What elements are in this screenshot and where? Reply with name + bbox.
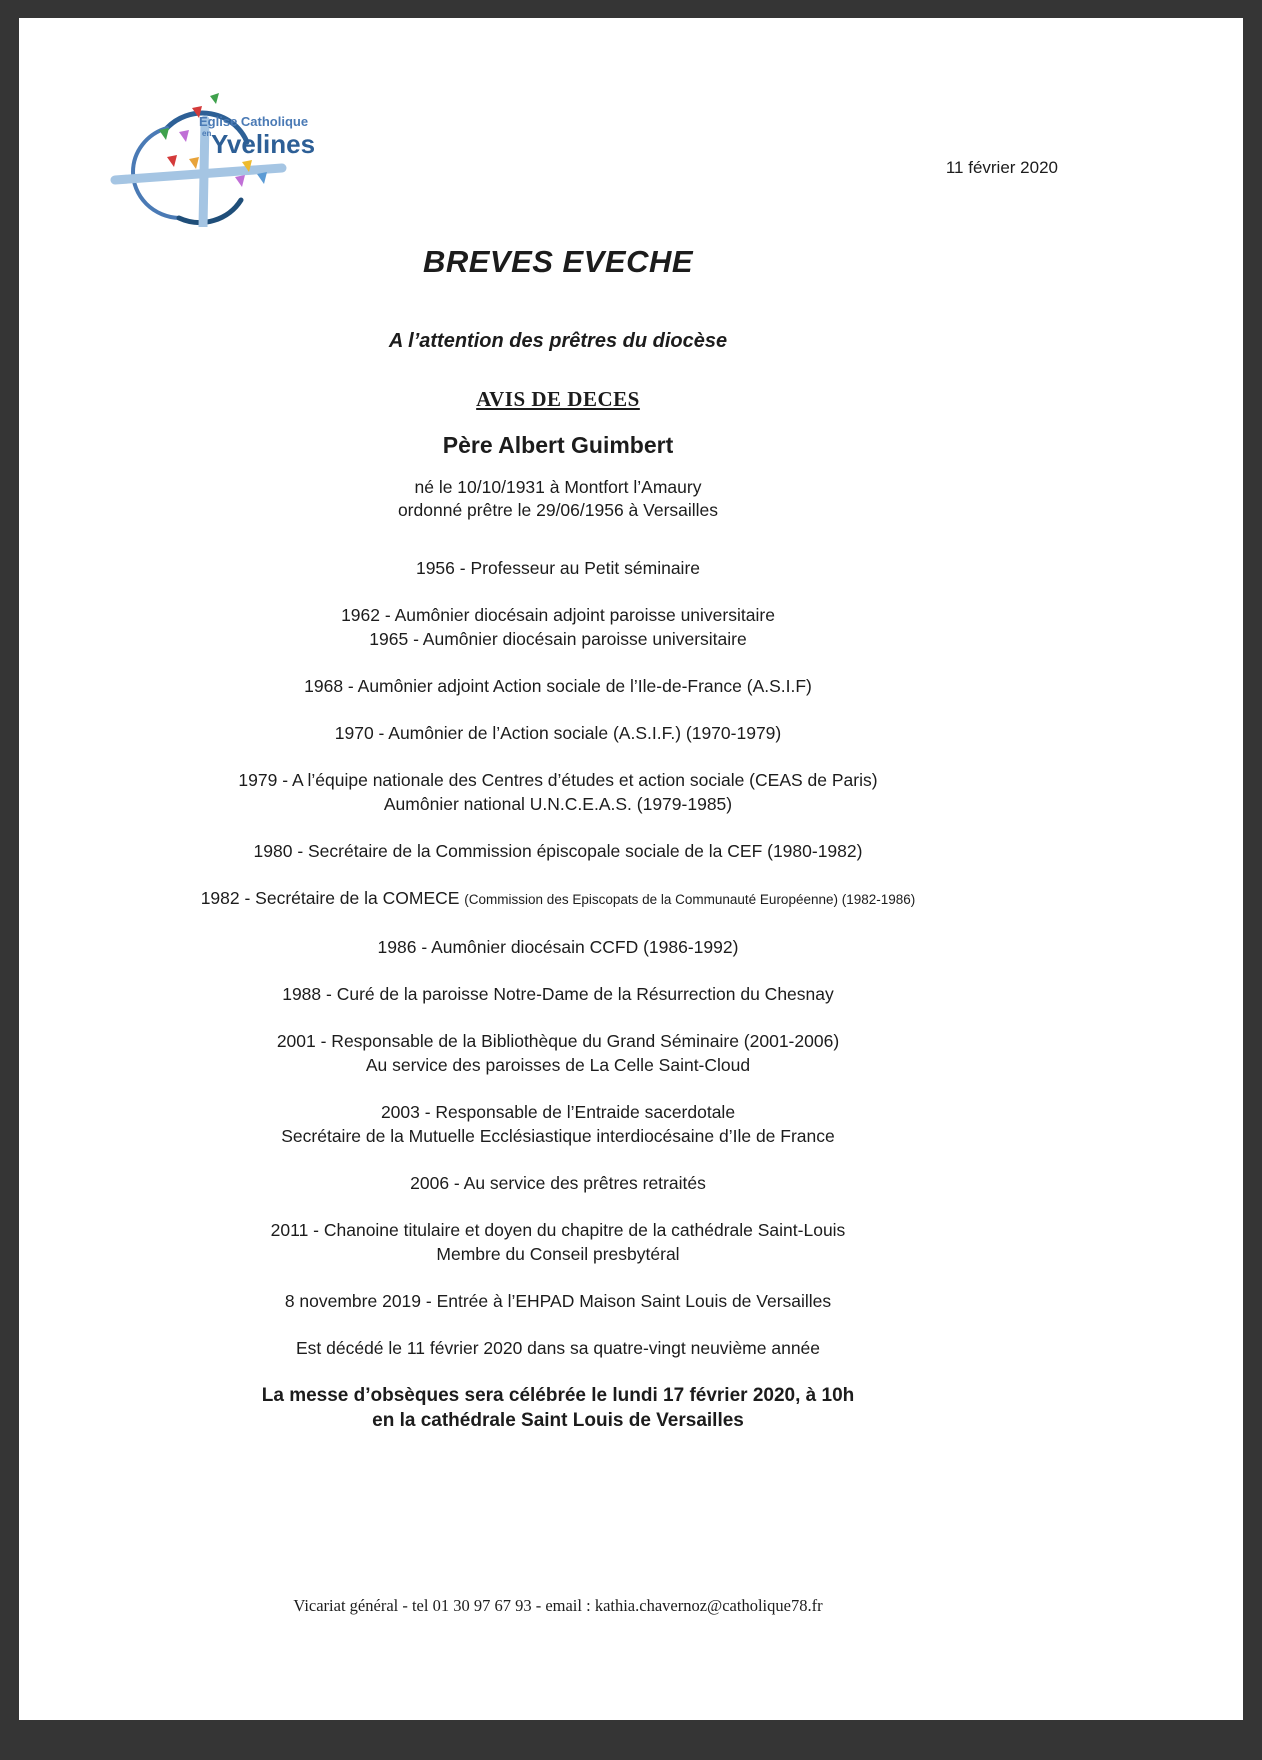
timeline <box>85 556 1031 1360</box>
diocese-logo <box>107 82 316 227</box>
document-page <box>19 18 1243 1720</box>
timeline-line: Secrétaire de la Mutuelle Ecclésiastique interdiocésaine d’Ile de France <box>281 1126 835 1146</box>
timeline-entry <box>85 982 1031 1006</box>
document-subtitle: A l’attention des prêtres du diocèse <box>388 330 728 352</box>
timeline-line: Est décédé le 11 février 2020 dans sa quatre-vingt neuvième année <box>295 1338 821 1358</box>
timeline-entry <box>85 1171 1031 1195</box>
timeline-line: 1956 - Professeur au Petit séminaire <box>415 558 701 578</box>
deceased-name: Père Albert Guimbert <box>442 432 674 458</box>
timeline-entry <box>85 1029 1031 1077</box>
timeline-entry <box>85 1218 1031 1266</box>
timeline-line: 1982 - Secrétaire de la COMECE (Commission des Episcopats de la Communauté Européenne) (1982-1986) <box>200 888 916 908</box>
section-heading-avis-de-deces: AVIS DE DECES <box>476 387 640 411</box>
funeral-line: La messe d’obsèques sera célébrée le lundi 17 février 2020, à 10h <box>261 1385 855 1406</box>
birth-ordination-info <box>85 476 1031 522</box>
funeral-announcement <box>85 1383 1031 1433</box>
logo-text-en: en <box>202 129 212 138</box>
timeline-entry <box>85 768 1031 816</box>
timeline-line: 1979 - A l’équipe nationale des Centres d’études et action sociale (CEAS de Paris) <box>238 770 878 790</box>
page-title: BREVES EVECHE <box>422 244 694 279</box>
timeline-line: 1962 - Aumônier diocésain adjoint paroisse universitaire <box>341 605 775 625</box>
timeline-line: 1980 - Secrétaire de la Commission épiscopale sociale de la CEF (1980-1982) <box>253 841 863 861</box>
timeline-line: Aumônier national U.N.C.E.A.S. (1979-1985) <box>383 794 733 814</box>
timeline-line: 2003 - Responsable de l’Entraide sacerdotale <box>380 1102 736 1122</box>
timeline-entry <box>85 1336 1031 1360</box>
funeral-line: en la cathédrale Saint Louis de Versailles <box>372 1410 744 1431</box>
timeline-entry <box>85 935 1031 959</box>
timeline-line: 1965 - Aumônier diocésain paroisse universitaire <box>369 629 747 649</box>
timeline-line: 2011 - Chanoine titulaire et doyen du chapitre de la cathédrale Saint-Louis <box>270 1220 846 1240</box>
timeline-entry <box>85 886 1031 912</box>
birth-line: né le 10/10/1931 à Montfort l’Amaury <box>414 477 702 497</box>
timeline-line: 2006 - Au service des prêtres retraités <box>410 1173 706 1193</box>
timeline-line: 1986 - Aumônier diocésain CCFD (1986-1992) <box>377 937 739 957</box>
timeline-line: 1988 - Curé de la paroisse Notre-Dame de la Résurrection du Chesnay <box>282 984 834 1004</box>
document-date: 11 février 2020 <box>945 158 1058 177</box>
logo-text-yvelines: Yvelines <box>211 129 316 159</box>
timeline-entry <box>85 1289 1031 1313</box>
timeline-line: Au service des paroisses de La Celle Saint-Cloud <box>365 1055 751 1075</box>
timeline-entry <box>85 1100 1031 1148</box>
timeline-line: 8 novembre 2019 - Entrée à l’EHPAD Maison Saint Louis de Versailles <box>284 1291 832 1311</box>
ordination-line: ordonné prêtre le 29/06/1956 à Versailles <box>397 500 719 520</box>
timeline-entry <box>85 603 1031 651</box>
logo-text-eglise-catholique: Eglise Catholique <box>199 114 309 129</box>
timeline-line: Membre du Conseil presbytéral <box>436 1244 680 1264</box>
timeline-line: 1968 - Aumônier adjoint Action sociale de l’Ile-de-France (A.S.I.F) <box>304 676 812 696</box>
document-body <box>85 244 1031 1433</box>
timeline-line: 1970 - Aumônier de l’Action sociale (A.S.I.F.) (1970-1979) <box>334 723 782 743</box>
timeline-entry <box>85 721 1031 745</box>
timeline-line: 2001 - Responsable de la Bibliothèque du Grand Séminaire (2001-2006) <box>276 1031 840 1051</box>
timeline-entry <box>85 674 1031 698</box>
timeline-entry <box>85 556 1031 580</box>
contact-footer: Vicariat général - tel 01 30 97 67 93 - email : kathia.chavernoz@catholique78.fr <box>293 1596 823 1615</box>
timeline-entry <box>85 839 1031 863</box>
